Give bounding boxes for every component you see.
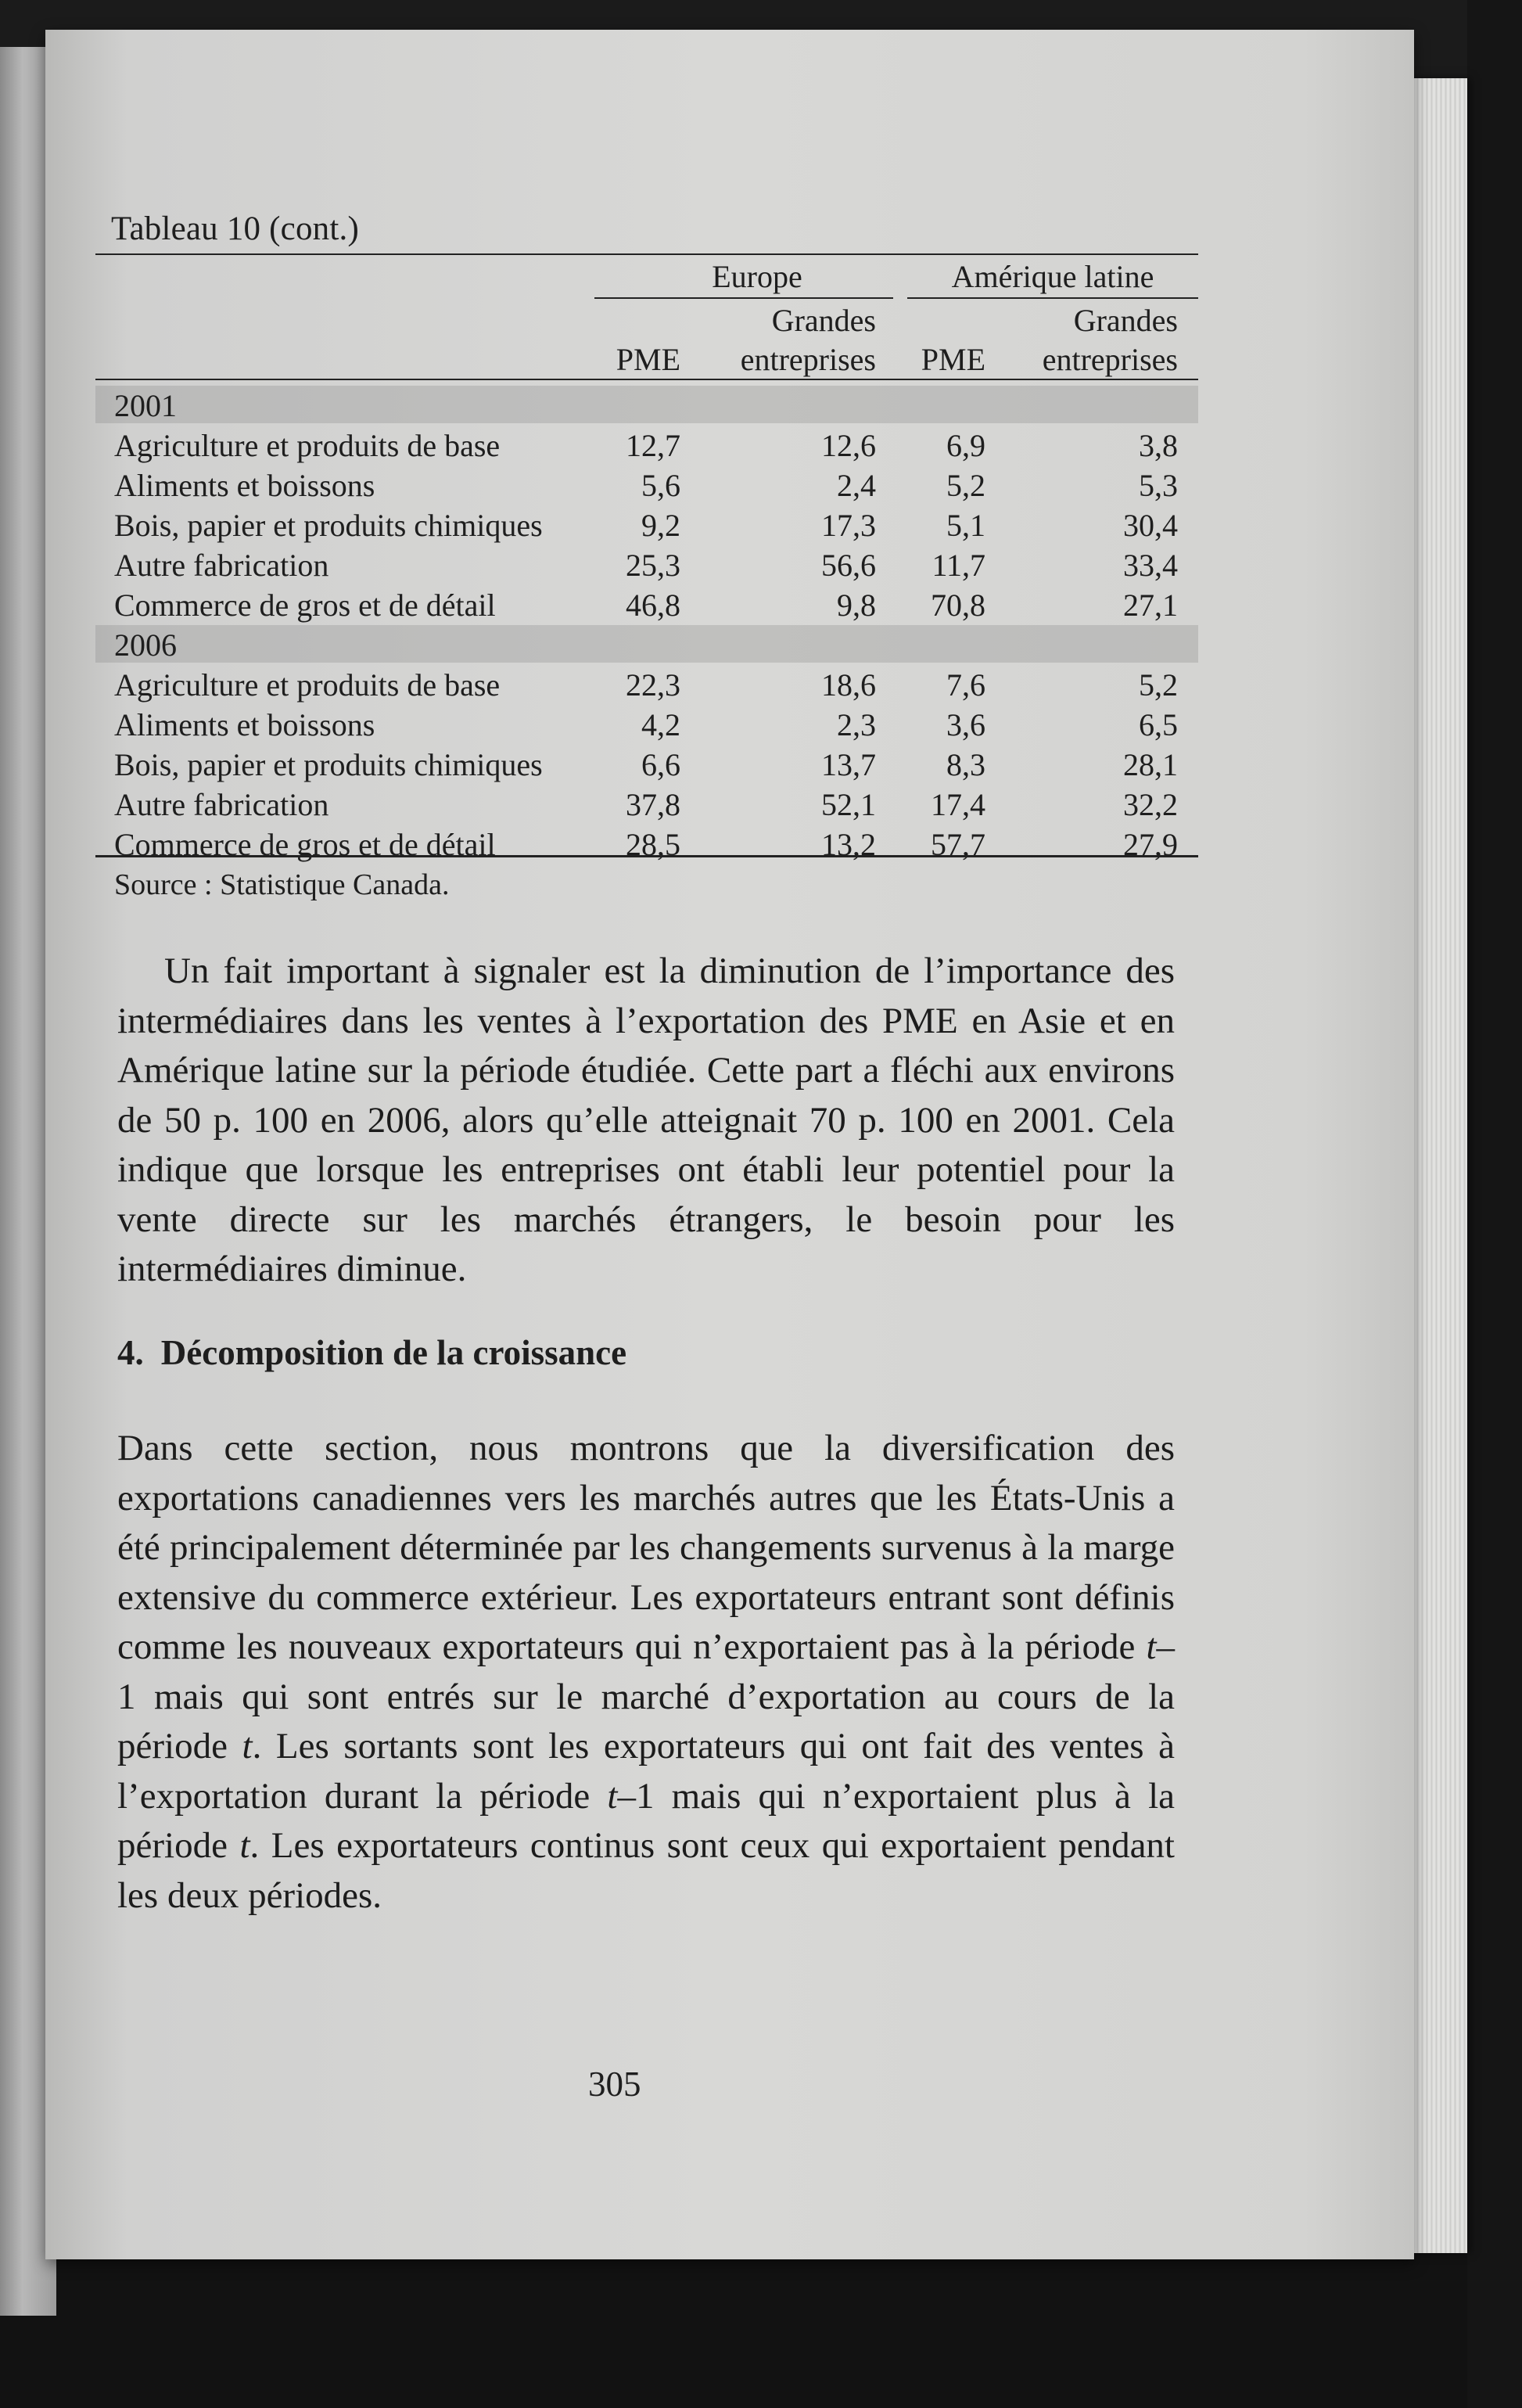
- table-cell: 27,1: [1123, 588, 1178, 623]
- subheader-grandes-europe: Grandes: [771, 303, 876, 338]
- row-label: Autre fabrication: [114, 548, 329, 583]
- row-label: Agriculture et produits de base: [114, 428, 501, 463]
- paragraph: Dans cette section, nous montrons que la diversification des exportations canadiennes vers les marchés autres que les États-Unis a été principalement déterminée par les changements survenus à la marge extensive du commerce extérieur. Les exportateurs entrant sont définis comme les nouveaux exportateurs qui n’exportaient pas à la période t–1 mais qui sont entrés sur le marché d’exportation au cours de la période t. Les sortants sont les exportateurs qui ont fait des ventes à l’exportation durant la période t–1 mais qui n’exportaient plus à la période t. Les exportateurs continus sont ceux qui exportaient pendant les deux périodes.: [117, 1428, 1175, 1916]
- table-cell: 9,2: [641, 508, 680, 543]
- table-cell: 52,1: [821, 787, 876, 822]
- group-rule-europe: [594, 297, 893, 299]
- group-rule-amerique-latine: [907, 297, 1198, 299]
- table-cell: 2,4: [837, 468, 876, 503]
- table-cell: 13,2: [821, 827, 876, 862]
- table-cell: 5,3: [1139, 468, 1178, 503]
- table-cell: 6,9: [946, 428, 985, 463]
- table-cell: 57,7: [931, 827, 985, 862]
- table-cell: 3,6: [946, 707, 985, 742]
- row-label: Autre fabrication: [114, 787, 329, 822]
- table-cell: 5,1: [946, 508, 985, 543]
- table-cell: 28,5: [626, 827, 680, 862]
- table-cell: 17,4: [931, 787, 985, 822]
- year-label: 2006: [114, 627, 177, 663]
- table-cell: 46,8: [626, 588, 680, 623]
- table-cell: 32,2: [1123, 787, 1178, 822]
- table-cell: 28,1: [1123, 747, 1178, 782]
- subheader-pme-europe: PME: [616, 342, 680, 377]
- row-label: Bois, papier et produits chimiques: [114, 508, 543, 543]
- table-source: Source : Statistique Canada.: [114, 868, 450, 901]
- table-cell: 30,4: [1123, 508, 1178, 543]
- subheader-grandes-latine: Grandes: [1073, 303, 1178, 338]
- section-heading: [117, 1332, 626, 1373]
- table-top-rule: [95, 253, 1198, 255]
- table-cell: 3,8: [1139, 428, 1178, 463]
- table-cell: 5,2: [1139, 667, 1178, 703]
- table-cell: 7,6: [946, 667, 985, 703]
- table-cell: 17,3: [821, 508, 876, 543]
- table-cell: 6,5: [1139, 707, 1178, 742]
- table-cell: 5,6: [641, 468, 680, 503]
- table-cell: 5,2: [946, 468, 985, 503]
- group-header-europe: Europe: [712, 259, 802, 294]
- section-number: 4.: [117, 1333, 144, 1372]
- row-label: Commerce de gros et de détail: [114, 827, 496, 862]
- row-label: Bois, papier et produits chimiques: [114, 747, 543, 782]
- group-header-amerique-latine: Amérique latine: [951, 259, 1154, 294]
- table-cell: 25,3: [626, 548, 680, 583]
- table-cell: 56,6: [821, 548, 876, 583]
- paragraph: Un fait important à signaler est la diminution de l’importance des intermédiaires dans les ventes à l’exportation des PME en Asie et en Amérique latine sur la période étudiée. Cette part a fléchi aux environs de 50 p. 100 en 2006, alors qu’elle atteignait 70 p. 100 en 2001. Cela indique que lorsque les entreprises ont établi leur potentiel pour la vente directe sur les marchés étrangers, le besoin pour les intermédiaires diminue.: [117, 951, 1175, 1289]
- table-caption: Tableau 10 (cont.): [111, 210, 359, 247]
- table-cell: 2,3: [837, 707, 876, 742]
- table-cell: 33,4: [1123, 548, 1178, 583]
- table-cell: 9,8: [837, 588, 876, 623]
- page-number: 305: [588, 2065, 641, 2104]
- dark-backdrop-right: [1467, 0, 1522, 2408]
- subheader-entreprises-europe: entreprises: [740, 342, 876, 377]
- table-cell: 22,3: [626, 667, 680, 703]
- row-label: Agriculture et produits de base: [114, 667, 501, 703]
- table-cell: 8,3: [946, 747, 985, 782]
- table-bottom-rule: [95, 855, 1198, 857]
- row-label: Aliments et boissons: [114, 707, 375, 742]
- table-cell: 12,7: [626, 428, 680, 463]
- section-title: Décomposition de la croissance: [160, 1333, 627, 1372]
- row-label: Aliments et boissons: [114, 468, 375, 503]
- header-bottom-rule: [95, 379, 1198, 380]
- table-cell: 27,9: [1123, 827, 1178, 862]
- year-band: [95, 625, 1198, 663]
- table-cell: 6,6: [641, 747, 680, 782]
- table-cell: 11,7: [932, 548, 985, 583]
- year-label: 2001: [114, 388, 177, 423]
- table-cell: 12,6: [821, 428, 876, 463]
- subheader-pme-latine: PME: [921, 342, 985, 377]
- subheader-entreprises-latine: entreprises: [1042, 342, 1178, 377]
- row-label: Commerce de gros et de détail: [114, 588, 496, 623]
- table-cell: 37,8: [626, 787, 680, 822]
- table-cell: 70,8: [931, 588, 985, 623]
- table-cell: 4,2: [641, 707, 680, 742]
- table-cell: 18,6: [821, 667, 876, 703]
- year-band: [95, 386, 1198, 423]
- table-cell: 13,7: [821, 747, 876, 782]
